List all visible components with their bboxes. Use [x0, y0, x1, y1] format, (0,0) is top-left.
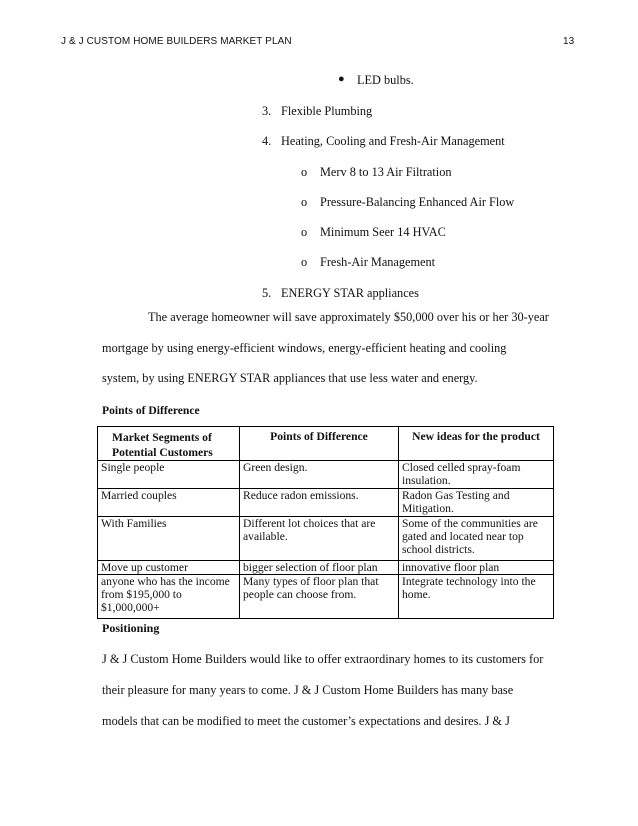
sub-bullet-icon: o — [301, 225, 308, 239]
bullet-dot-icon: ● — [338, 73, 345, 85]
sub-item: Pressure-Balancing Enhanced Air Flow — [320, 195, 515, 209]
table-header-cell: New ideas for the product — [399, 427, 554, 461]
list-bullet-led: LED bulbs. — [357, 73, 414, 87]
paragraph-line: mortgage by using energy-efficient windows, energy-efficient heating and cooling — [102, 341, 507, 355]
paragraph-line: J & J Custom Home Builders would like to offer extraordinary homes to its customers for — [102, 652, 544, 666]
table-cell: Integrate technology into the home. — [399, 575, 554, 619]
table-cell: Many types of floor plan that people can choose from. — [240, 575, 399, 619]
table-cell: Move up customer — [98, 561, 240, 575]
sub-bullet-icon: o — [301, 165, 308, 179]
table-header-cell: Market Segments of Potential Customers — [98, 427, 240, 461]
points-of-difference-table — [97, 426, 554, 619]
table-cell: Single people — [98, 461, 240, 489]
table-cell: Radon Gas Testing and Mitigation. — [399, 489, 554, 517]
sub-item: Minimum Seer 14 HVAC — [320, 225, 446, 239]
sub-item: Merv 8 to 13 Air Filtration — [320, 165, 452, 179]
paragraph-line: The average homeowner will save approximately $50,000 over his or her 30-year — [148, 310, 549, 324]
table-row — [98, 489, 554, 517]
table-row — [98, 561, 554, 575]
sub-bullet-icon: o — [301, 255, 308, 269]
list-number-4: 4. — [262, 134, 272, 148]
table-header-cell: Points of Difference — [240, 427, 399, 461]
list-item-5: ENERGY STAR appliances — [281, 286, 419, 300]
table-cell: Different lot choices that are available. — [240, 517, 399, 561]
paragraph-line: their pleasure for many years to come. J & J Custom Home Builders has many base — [102, 683, 514, 697]
table-row — [98, 461, 554, 489]
table-cell: Closed celled spray-foam insulation. — [399, 461, 554, 489]
sub-bullet-icon: o — [301, 195, 308, 209]
page-number: 13 — [563, 36, 575, 47]
table-cell: Reduce radon emissions. — [240, 489, 399, 517]
table-row — [98, 575, 554, 619]
list-item-4: Heating, Cooling and Fresh-Air Management — [281, 134, 505, 148]
table-header-row — [98, 427, 554, 461]
sub-item: Fresh-Air Management — [320, 255, 436, 269]
table-cell: innovative floor plan — [399, 561, 554, 575]
table-cell: Married couples — [98, 489, 240, 517]
paragraph-line: models that can be modified to meet the customer’s expectations and desires. J & J — [102, 714, 510, 728]
table-cell: With Families — [98, 517, 240, 561]
paragraph-line: system, by using ENERGY STAR appliances that use less water and energy. — [102, 371, 478, 385]
table-cell: bigger selection of floor plan — [240, 561, 399, 575]
section-heading-positioning: Positioning — [102, 621, 160, 635]
list-number-5: 5. — [262, 286, 272, 300]
list-item-3: Flexible Plumbing — [281, 104, 373, 118]
list-number-3: 3. — [262, 104, 272, 118]
table-cell: Some of the communities are gated and located near top school districts. — [399, 517, 554, 561]
table-cell: Green design. — [240, 461, 399, 489]
table-cell: anyone who has the income from $195,000 to $1,000,000+ — [98, 575, 240, 619]
page-header-title: J & J CUSTOM HOME BUILDERS MARKET PLAN — [61, 36, 292, 47]
section-heading-points-of-difference: Points of Difference — [102, 404, 200, 417]
table-row — [98, 517, 554, 561]
